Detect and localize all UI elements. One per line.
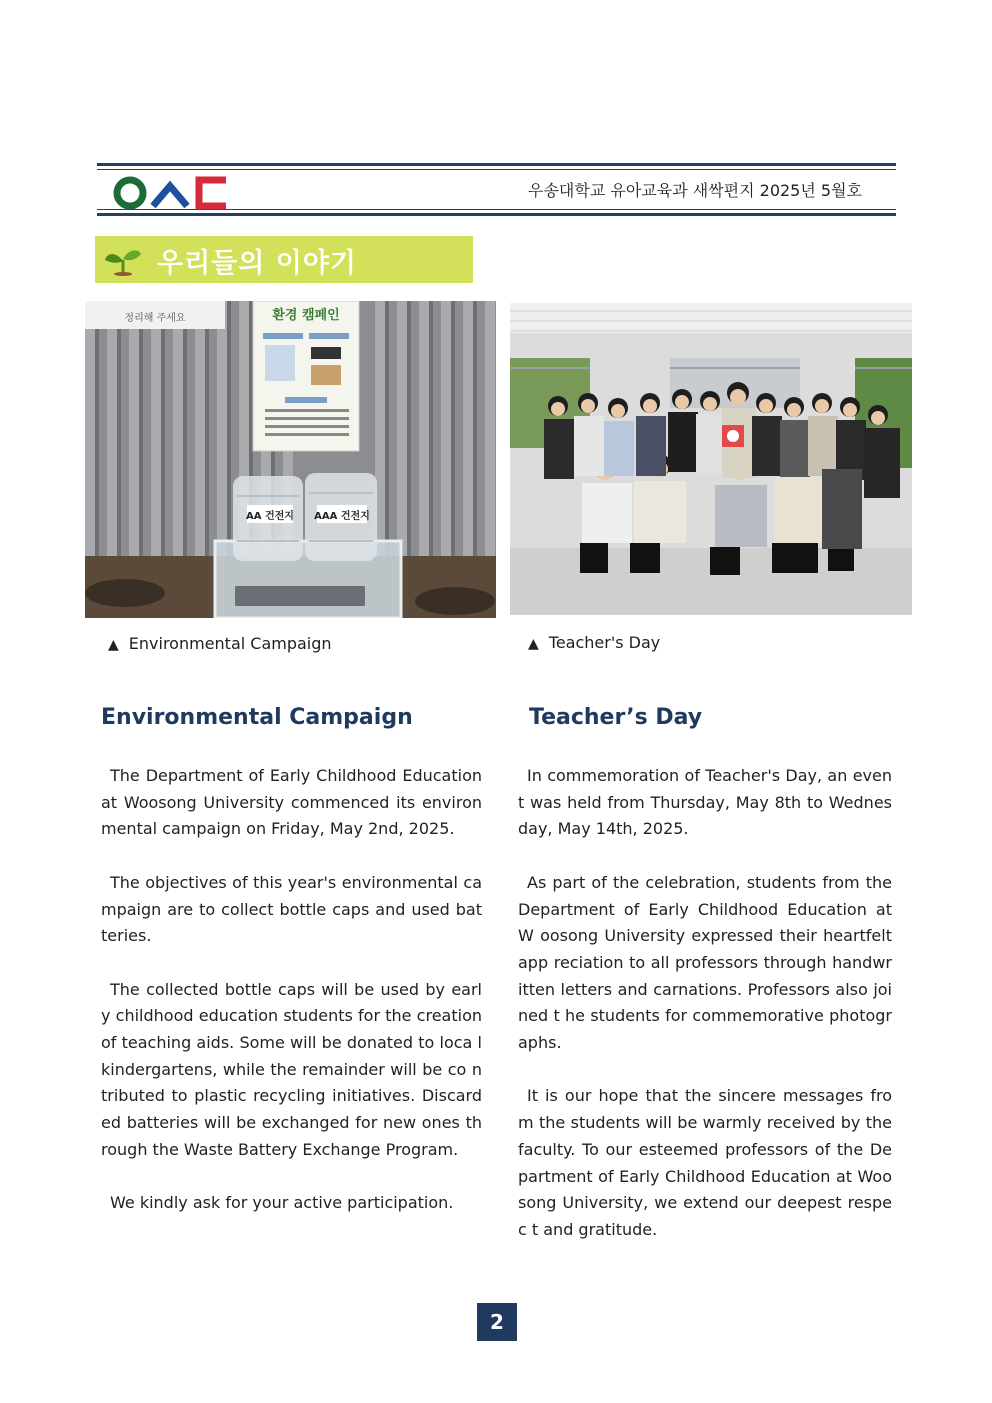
right-photo-caption [528, 633, 660, 652]
triangle-up-icon: ▲ [108, 637, 119, 653]
aa-battery-label: AA 건전지 [246, 511, 294, 522]
left-caption-text: Environmental Campaign [128, 634, 332, 653]
right-paragraph: It is our hope that the sincere messages fro m the students will be warmly received by the faculty. To our esteemed professors of the De partment of Early Childhood Education at Woo song University, we extend our deepest respec t and gratitude. [518, 1086, 892, 1239]
right-caption-text: Teacher's Day [548, 633, 661, 652]
left-paragraph: We kindly ask for your active participation. [110, 1193, 454, 1213]
left-article-body [101, 763, 482, 1244]
poster-title: 환경 캠페인 [272, 308, 340, 323]
teachers-day-photo [510, 303, 912, 615]
sprout-icon [103, 244, 143, 276]
banner-title: 우리들의 이야기 [157, 248, 357, 279]
left-paragraph: The objectives of this year's environmental ca mpaign are to collect bottle caps and used bat teries. [101, 872, 482, 946]
header-top-thin-rule [97, 169, 896, 170]
triangle-up-icon: ▲ [528, 636, 539, 652]
page-number: 2 [477, 1303, 517, 1341]
right-article-body [518, 763, 892, 1270]
header-bottom-rule [97, 213, 896, 216]
right-paragraph: As part of the celebration, students from the Department of Early Childhood Education at W oosong University expressed their heartfelt app reciation to all professors through handwritten letters and carnations. Professors also joined t he students for commemorative photographs. [518, 872, 892, 1053]
sign-text: 정리해 주세요 [124, 313, 186, 324]
section-banner [95, 236, 473, 283]
environmental-campaign-photo [85, 301, 496, 618]
left-photo-caption [108, 634, 332, 653]
department-logo [113, 176, 229, 210]
left-paragraph: The collected bottle caps will be used by earl y childhood education students for the creation of teaching aids. Some will be donated to loca l kindergartens, while the remainder will be co ntributed to plastic recycling initiatives. Discard ed batteries will be exchanged for new ones th rough the Waste Battery Exchange Program. [101, 979, 482, 1159]
left-paragraph: The Department of Early Childhood Education at Woosong University commenced its environ mental campaign on Friday, May 2nd, 2025. [101, 766, 482, 839]
teachers-day-heading: Teacher’s Day [529, 705, 703, 730]
right-paragraph: In commemoration of Teacher's Day, an even t was held from Thursday, May 8th to Wednes day, May 14th, 2025. [518, 766, 892, 839]
publication-title: 우송대학교 유아교육과 새싹편지 2025년 5월호 [528, 181, 862, 200]
header-top-rule [97, 163, 896, 166]
aaa-battery-label: AAA 건전지 [314, 511, 370, 522]
environmental-campaign-heading: Environmental Campaign [101, 705, 413, 730]
